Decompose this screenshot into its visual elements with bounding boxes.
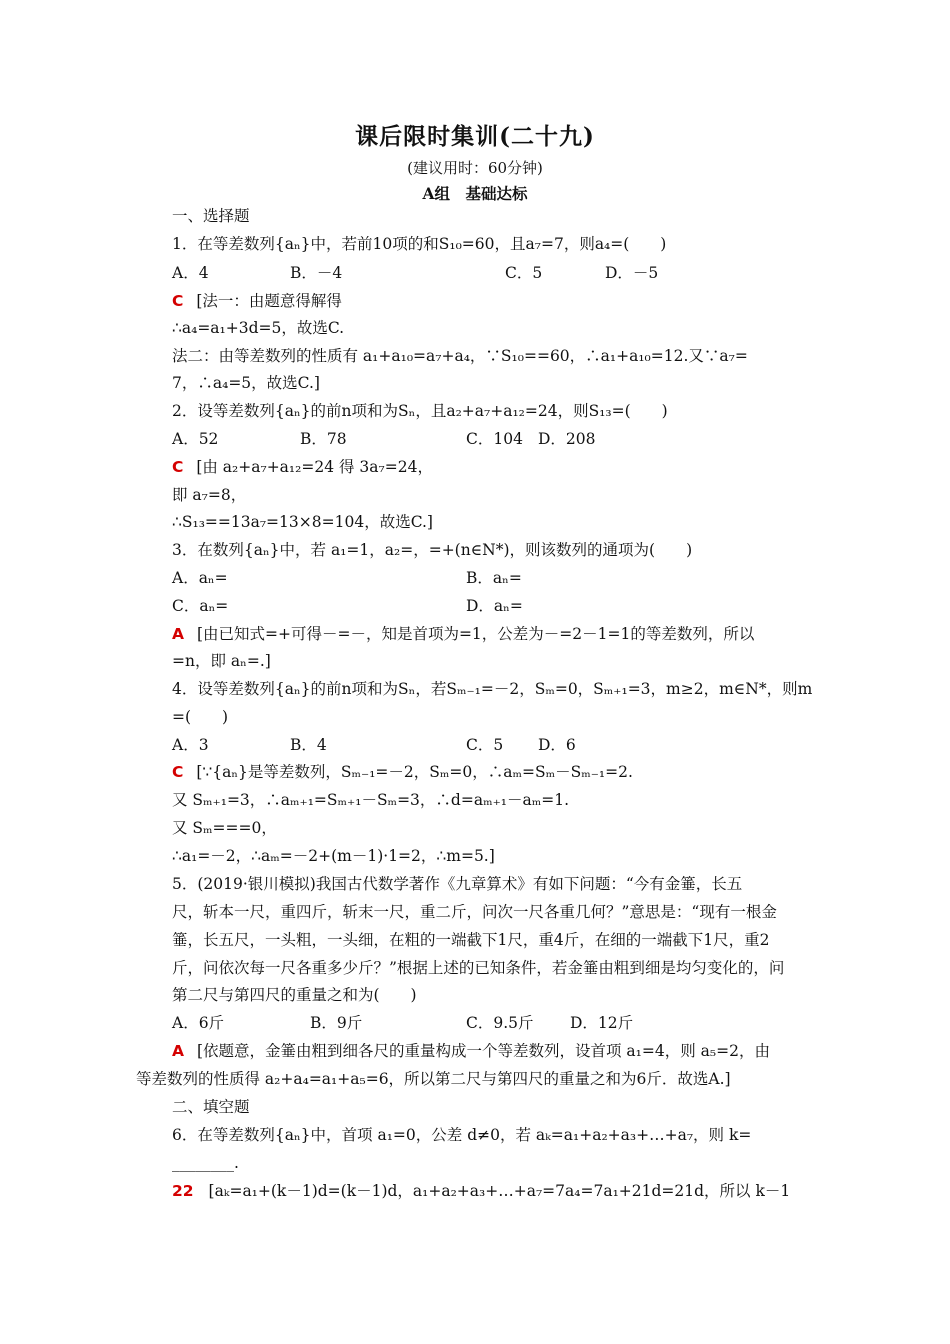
question-5-line-2: 尺，斩本一尺，重四斤，斩末一尺，重二斤，问次一尺各重几何？”意思是：“现有一根金 — [172, 903, 777, 921]
q2-answer-mark: C — [172, 458, 184, 476]
q3-option-d: D．aₙ= — [466, 597, 523, 615]
q2-option-a: A．52 — [172, 430, 219, 448]
q1-option-c: C．5 — [505, 264, 543, 282]
q5-solution-line-1 — [172, 1040, 770, 1062]
q6-answer-mark: 22 — [172, 1182, 194, 1200]
q4-option-a: A．3 — [172, 736, 209, 754]
question-6-stem: 6．在等差数列{aₙ}中，首项 a₁=0，公差 d≠0，若 aₖ=a₁+a₂+a₃+…+a₇，则 k= — [172, 1126, 752, 1144]
question-2-stem: 2．设等差数列{aₙ}的前n项和为Sₙ，且a₂+a₇+a₁₂=24，则S₁₃=( ) — [172, 402, 668, 420]
section-heading-choice: 一、选择题 — [172, 207, 250, 225]
q5-answer-mark: A — [172, 1042, 184, 1060]
q1-solution-text: [法一：由题意得解得 — [196, 292, 342, 310]
q1-solution-line-4: 7，∴a₄=5，故选C.] — [172, 374, 320, 392]
q6-solution-line-1 — [172, 1180, 790, 1202]
q4-solution-line-3: 又 Sₘ===0， — [172, 819, 277, 837]
q2-solution-line-2: 即 a₇=8， — [172, 486, 247, 504]
question-4-stem: 4．设等差数列{aₙ}的前n项和为Sₙ，若Sₘ₋₁=－2，Sₘ=0，Sₘ₊₁=3，m≥2，m∈N*，则m — [172, 680, 813, 698]
q5-option-d: D．12斤 — [570, 1014, 634, 1032]
q3-answer-mark: A — [172, 625, 184, 643]
q3-option-b: B．aₙ= — [466, 569, 522, 587]
section-heading-fill: 二、填空题 — [172, 1098, 250, 1116]
q4-option-c: C．5 — [466, 736, 504, 754]
q4-solution-line-1 — [172, 761, 633, 783]
question-3-stem: 3．在数列{aₙ}中，若 a₁=1，a₂=，=+(n∈N*)，则该数列的通项为( ) — [172, 541, 693, 559]
q2-option-d: D．208 — [538, 430, 596, 448]
q2-solution-line-3: ∴S₁₃==13a₇=13×8=104，故选C.] — [172, 513, 433, 531]
q4-solution-text: [∵{aₙ}是等差数列，Sₘ₋₁=－2，Sₘ=0，∴aₘ=Sₘ－Sₘ₋₁=2. — [196, 763, 633, 781]
q5-option-b: B．9斤 — [310, 1014, 363, 1032]
group-heading: A组 基础达标 — [422, 184, 528, 203]
q4-solution-line-4: ∴a₁=－2，∴aₘ=－2+(m－1)·1=2，∴m=5.] — [172, 847, 495, 865]
q2-solution-text: [由 a₂+a₇+a₁₂=24 得 3a₇=24， — [196, 458, 433, 476]
question-1-stem: 1．在等差数列{aₙ}中，若前10项的和S₁₀=60，且a₇=7，则a₄=( ) — [172, 235, 667, 253]
q1-solution-line-1 — [172, 290, 342, 312]
q1-option-a: A．4 — [172, 264, 209, 282]
q3-solution-text: [由已知式=+可得－=－，知是首项为=1，公差为－=2－1=1的等差数列，所以 — [196, 625, 755, 643]
q5-option-a: A．6斤 — [172, 1014, 225, 1032]
question-5-line-4: 斤，问依次每一尺各重多少斤？”根据上述的已知条件，若金箠由粗到细是均匀变化的，问 — [172, 959, 785, 977]
q6-solution-text: [aₖ=a₁+(k－1)d=(k－1)d，a₁+a₂+a₃+…+a₇=7a₄=7a₁+21d=21d，所以 k－1 — [208, 1182, 791, 1200]
q2-option-b: B．78 — [300, 430, 347, 448]
page-title: 课后限时集训(二十九) — [355, 123, 595, 150]
question-5-line-1: 5．(2019·银川模拟)我国古代数学著作《九章算术》有如下问题：“今有金箠，长五 — [172, 875, 743, 893]
q5-option-c: C．9.5斤 — [466, 1014, 534, 1032]
q1-solution-line-2: ∴a₄=a₁+3d=5，故选C. — [172, 319, 345, 337]
q4-answer-mark: C — [172, 763, 184, 781]
q1-solution-line-3: 法二：由等差数列的性质有 a₁+a₁₀=a₇+a₄，∵S₁₀==60，∴a₁+a₁₀=12.又∵a₇= — [172, 347, 748, 365]
q1-option-b: B．－4 — [290, 264, 343, 282]
q4-option-d: D．6 — [538, 736, 576, 754]
q1-answer-mark: C — [172, 292, 184, 310]
q5-solution-line-2: 等差数列的性质得 a₂+a₄=a₁+a₅=6，所以第二尺与第四尺的重量之和为6斤．故选A.] — [136, 1070, 731, 1088]
question-4-stem-cont: =( ) — [172, 708, 229, 726]
q2-solution-line-1 — [172, 456, 433, 478]
q5-solution-text: [依题意，金箠由粗到细各尺的重量构成一个等差数列，设首项 a₁=4，则 a₅=2，由 — [196, 1042, 770, 1060]
q4-solution-line-2: 又 Sₘ₊₁=3，∴aₘ₊₁=Sₘ₊₁－Sₘ=3，∴d=aₘ₊₁－aₘ=1. — [172, 791, 569, 809]
q3-solution-line-1 — [172, 623, 754, 645]
question-5-line-3: 箠，长五尺，一头粗，一头细，在粗的一端截下1尺，重4斤，在细的一端截下1尺，重2 — [172, 931, 770, 949]
question-6-blank: ________. — [172, 1154, 239, 1172]
q2-option-c: C．104 — [466, 430, 523, 448]
q3-option-c: C．aₙ= — [172, 597, 229, 615]
q3-option-a: A．aₙ= — [172, 569, 228, 587]
q1-option-d: D．－5 — [605, 264, 659, 282]
question-5-line-5: 第二尺与第四尺的重量之和为( ) — [172, 986, 417, 1004]
q4-option-b: B．4 — [290, 736, 327, 754]
q3-solution-line-2: =n，即 aₙ=.] — [172, 652, 271, 670]
page-subtitle: (建议用时：60分钟) — [407, 159, 543, 177]
